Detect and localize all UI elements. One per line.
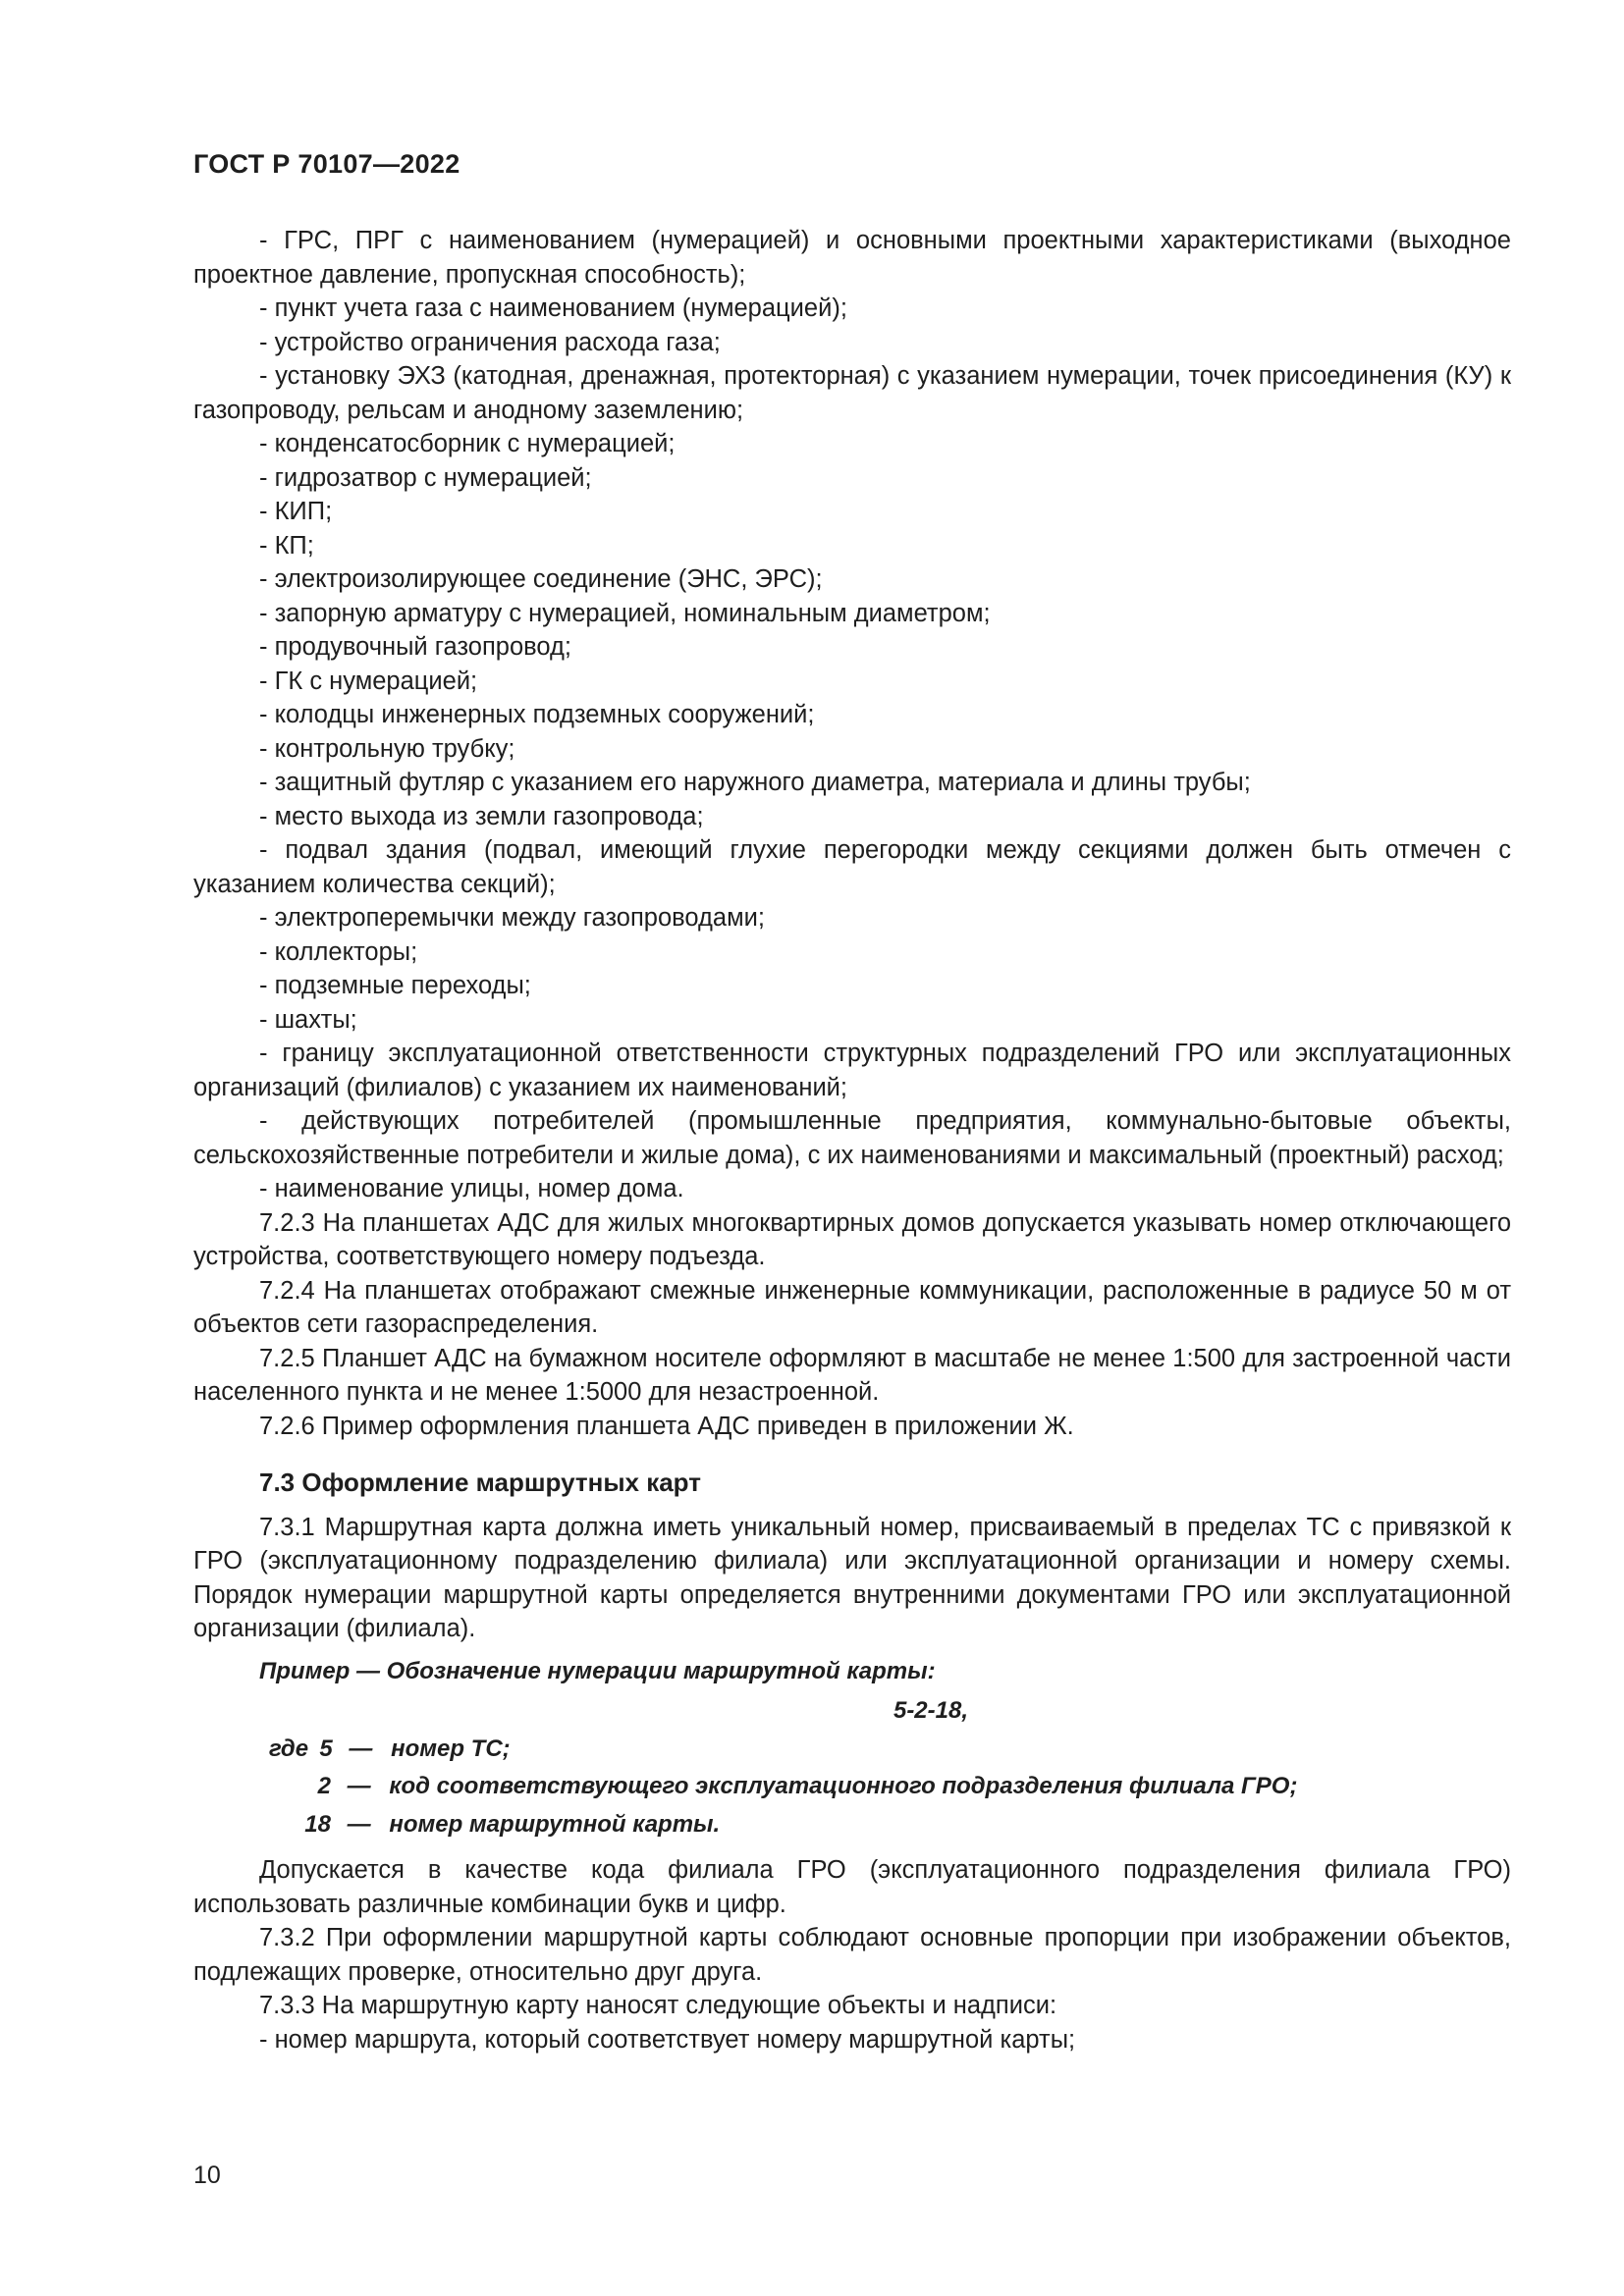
clause-7-2-5: 7.2.5 Планшет АДС на бумажном носителе оформляют в масштабе не менее 1:500 для застроенной части населенного пункта и не менее 1:5000 для незастроенной. xyxy=(193,1344,1511,1406)
list-item: - контрольную трубку; xyxy=(259,734,515,763)
list-item: - коллекторы; xyxy=(259,937,418,966)
object-list xyxy=(193,224,1511,1206)
list-item: - продувочный газопровод; xyxy=(259,633,571,661)
list-item: - ГРС, ПРГ с наименованием (нумерацией) и основными проектными характеристиками (выходное проектное давление, пропускная способность); xyxy=(193,227,1511,289)
clause-7-3-3: 7.3.3 На маршрутную карту наносят следующие объекты и надписи: xyxy=(259,1992,1057,2019)
example-formula: 5-2-18, xyxy=(893,1697,969,1724)
document-body xyxy=(193,224,1511,2056)
list-item: - номер маршрута, который соответствует номеру маршрутной карты; xyxy=(259,2025,1076,2054)
section-heading: 7.3 Оформление маршрутных карт xyxy=(259,1468,701,1497)
list-item: - подземные переходы; xyxy=(259,972,531,999)
example-legend-text: код соответствующего эксплуатационного подразделения филиала ГРО; xyxy=(389,1773,1298,1799)
document-code: ГОСТ Р 70107—2022 xyxy=(193,149,460,179)
example-legend-row xyxy=(193,1808,1511,1842)
list-item: - электроперемычки между газопроводами; xyxy=(259,904,765,932)
list-item: - установку ЭХЗ (катодная, дренажная, протекторная) с указанием нумерации, точек присоединения (КУ) к газопроводу, рельсам и анодному заземлению; xyxy=(193,362,1511,424)
list-item: - ГК с нумерацией; xyxy=(259,667,478,695)
list-item: - границу эксплуатационной ответственности структурных подразделений ГРО или эксплуатационных организаций (филиалов) с указанием их наименований; xyxy=(193,1040,1511,1101)
example-legend-dash: — xyxy=(347,1773,371,1799)
list-item: - защитный футляр с указанием его наружного диаметра, материала и длины трубы; xyxy=(259,769,1251,796)
list-item: - электроизолирующее соединение (ЭНС, ЭРС); xyxy=(259,565,823,593)
example-legend-num: 5 xyxy=(319,1735,333,1762)
list-item: - гидрозатвор с нумерацией; xyxy=(259,463,592,492)
list-item: - наименование улицы, номер дома. xyxy=(259,1175,684,1202)
page-number: 10 xyxy=(193,2162,221,2189)
list-item: - пункт учета газа с наименованием (нумерацией); xyxy=(259,294,847,322)
clause-7-2-6: 7.2.6 Пример оформления планшета АДС приведен в приложении Ж. xyxy=(259,1412,1074,1440)
list-item: - устройство ограничения расхода газа; xyxy=(259,328,721,356)
list-item: - запорную арматуру с нумерацией, номинальным диаметром; xyxy=(259,599,991,627)
clause-7-3-2: 7.3.2 При оформлении маршрутной карты соблюдают основные пропорции при изображении объектов, подлежащих проверке, относительно друг друга. xyxy=(193,1924,1511,1986)
example-legend-num: 2 xyxy=(317,1773,331,1799)
clause-7-2-4: 7.2.4 На планшетах отображают смежные инженерные коммуникации, расположенные в радиусе 50 м от объектов сети газораспределения. xyxy=(193,1276,1511,1338)
example-legend-text: номер маршрутной карты. xyxy=(389,1810,721,1838)
example-legend-num: 18 xyxy=(304,1810,331,1838)
list-item: - действующих потребителей (промышленные предприятия, коммунально-бытовые объекты, сельскохозяйственные потребители и жилые дома), с их наименованиями и максимальный (проектный) расход; xyxy=(193,1107,1511,1169)
list-item: - шахты; xyxy=(259,1005,357,1034)
list-item: - колодцы инженерных подземных сооружений; xyxy=(259,701,815,728)
list-item: - конденсатосборник с нумерацией; xyxy=(259,430,676,457)
clause-7-2-3: 7.2.3 На планшетах АДС для жилых многоквартирных домов допускается указывать номер отключающего устройства, соответствующего номеру подъезда. xyxy=(193,1208,1511,1270)
example-title: Пример — Обозначение нумерации маршрутной карты: xyxy=(259,1657,936,1684)
list-item: - КИП; xyxy=(259,498,333,525)
example-legend-dash: — xyxy=(349,1735,373,1762)
example-where: где xyxy=(269,1735,309,1762)
example-legend-dash: — xyxy=(347,1810,371,1838)
example-legend-row xyxy=(193,1733,1511,1767)
example-legend-row xyxy=(193,1770,1511,1804)
list-item: - подвал здания (подвал, имеющий глухие перегородки между секциями должен быть отмечен с указанием количества секций); xyxy=(193,836,1511,898)
example-note: Допускается в качестве кода филиала ГРО (эксплуатационного подразделения филиала ГРО) использовать различные комбинации букв и цифр. xyxy=(193,1856,1511,1918)
example-legend-text: номер ТС; xyxy=(391,1735,511,1762)
list-item: - КП; xyxy=(259,531,314,560)
clause-7-3-1: 7.3.1 Маршрутная карта должна иметь уникальный номер, присваиваемый в пределах ТС с привязкой к ГРО (эксплуатационному подразделению филиала) или эксплуатационной организации и номеру схемы. Порядок нумерации маршрутной карты определяется внутренними документами ГРО или эксплуатационной организации (филиала). xyxy=(193,1513,1511,1642)
example-block xyxy=(193,1655,1511,1842)
list-item: - место выхода из земли газопровода; xyxy=(259,802,704,830)
